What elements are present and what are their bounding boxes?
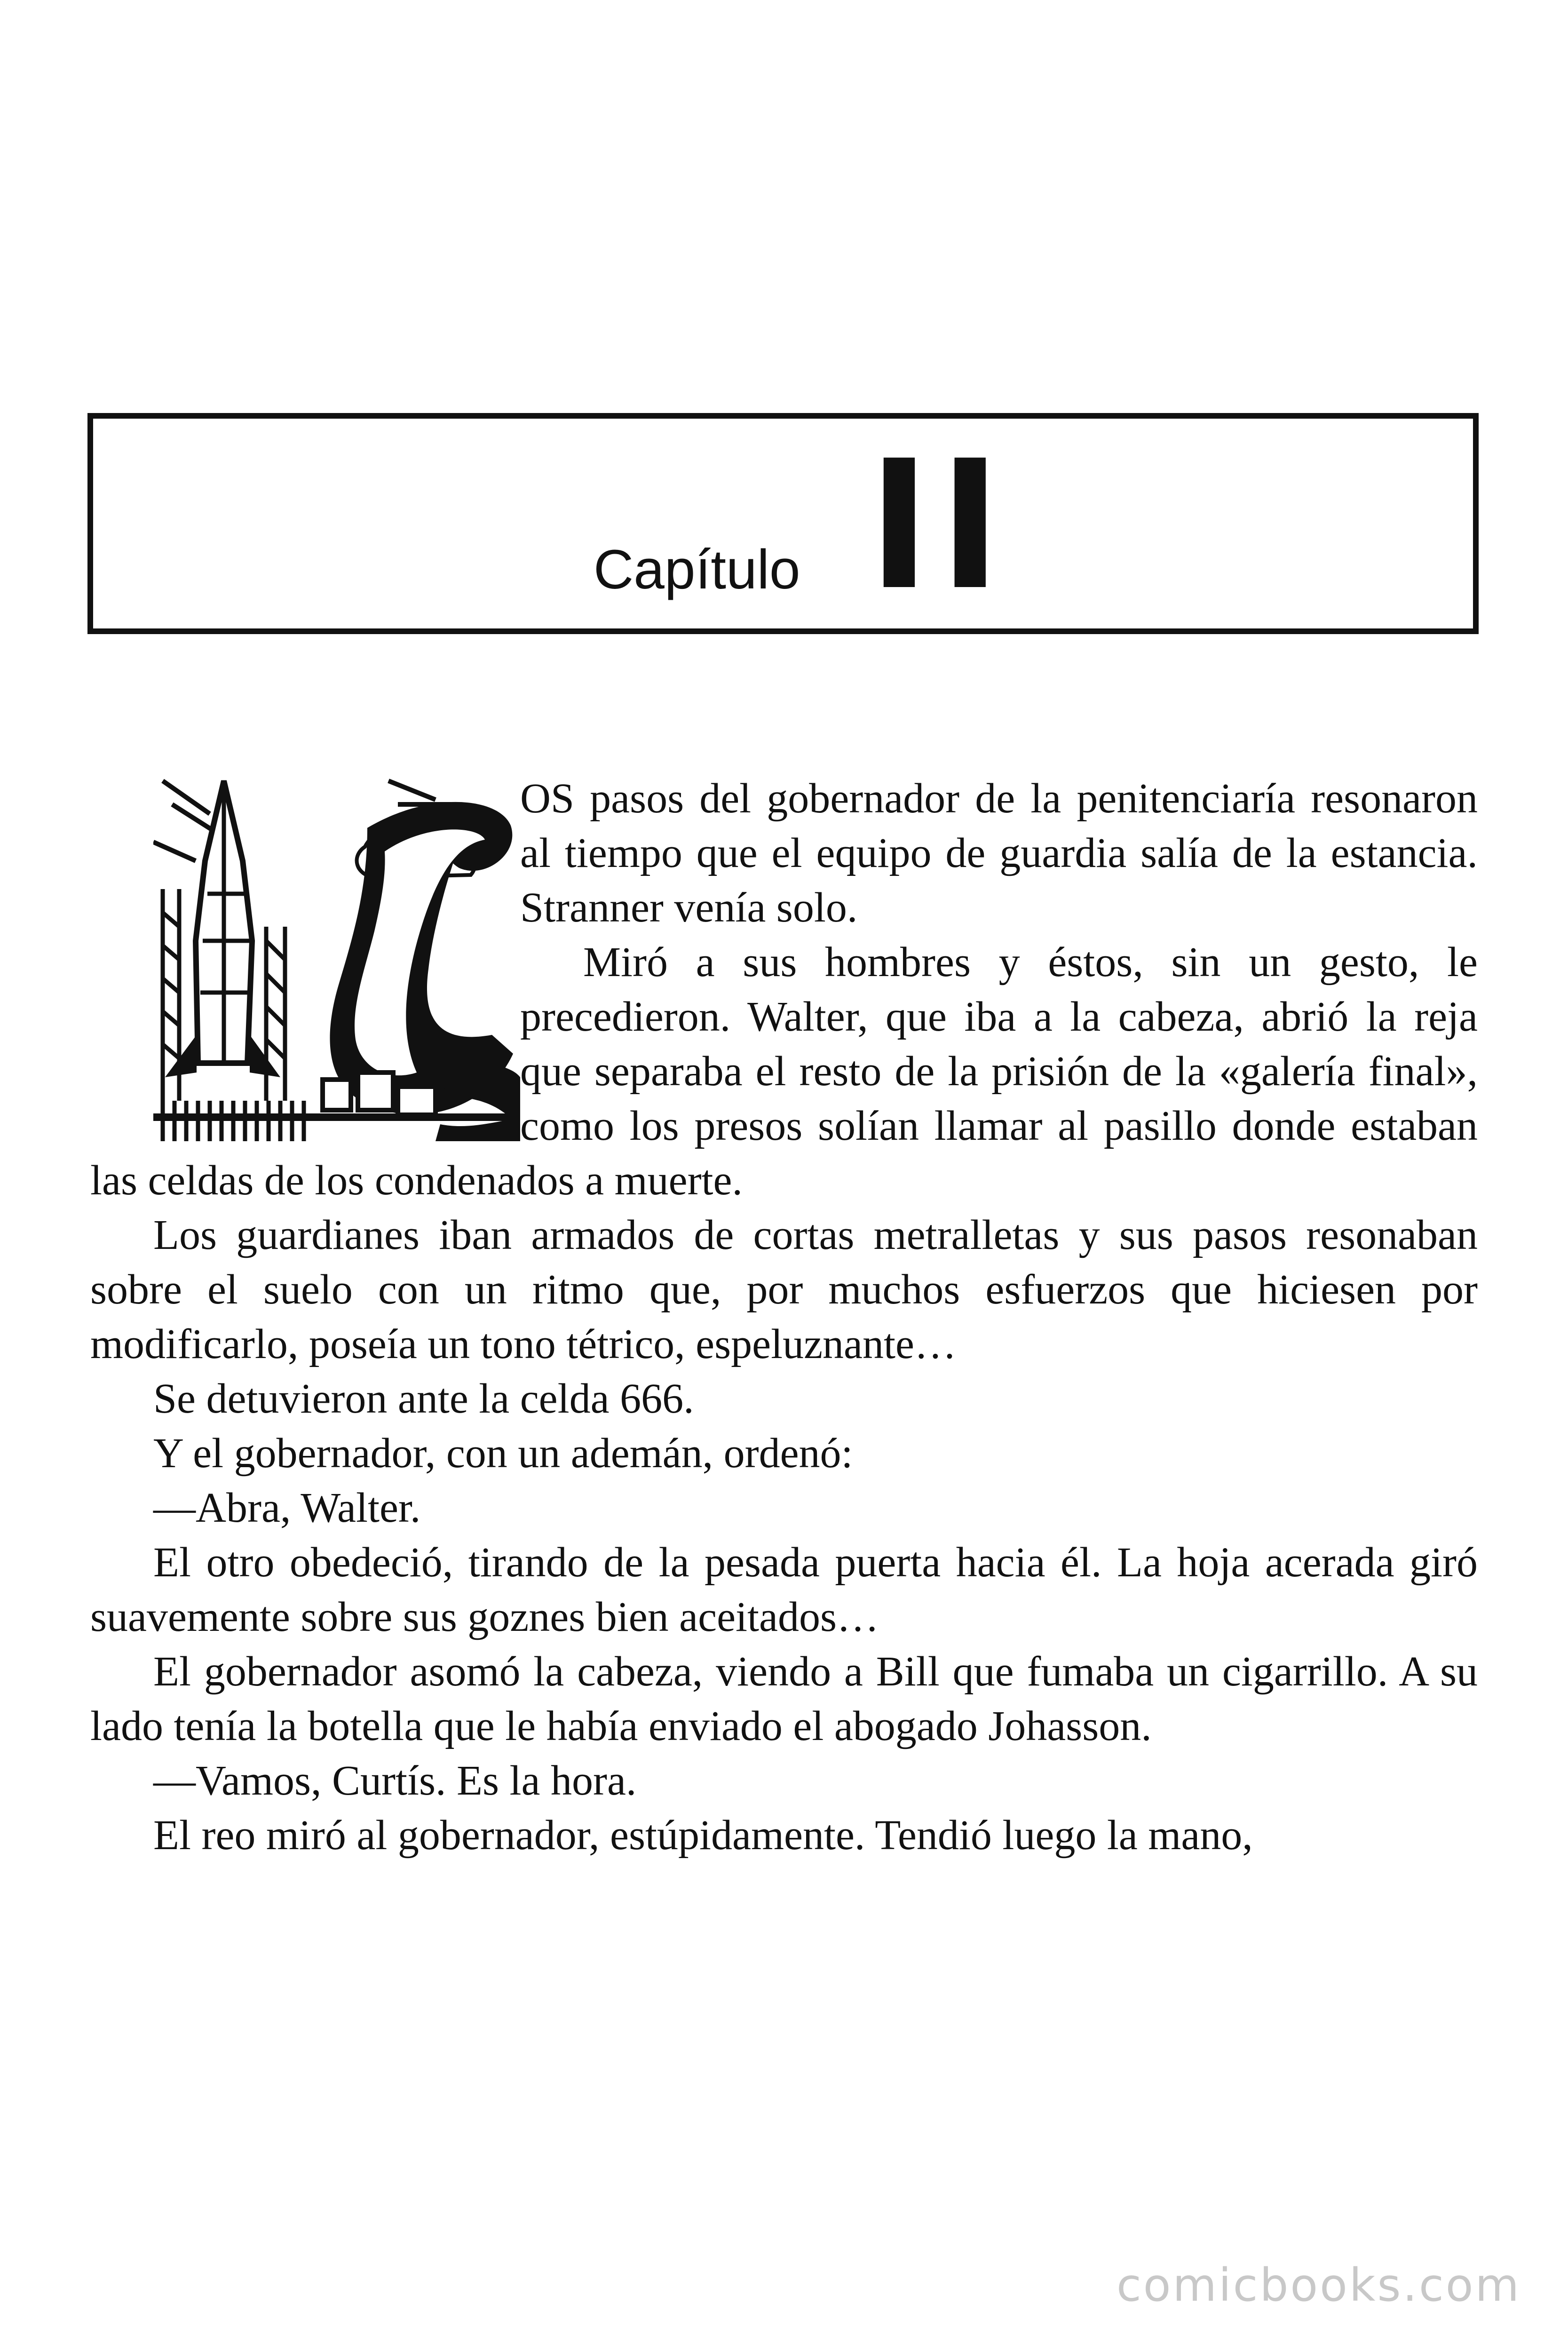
chapter-heading-box bbox=[87, 413, 1479, 634]
paragraph: —Vamos, Curtís. Es la hora. bbox=[153, 1757, 637, 1804]
paragraph: Y el gobernador, con un ademán, ordenó: bbox=[153, 1430, 853, 1477]
paragraph: El reo miró al gobernador, estúpidamente. Tendió luego la mano, bbox=[153, 1812, 1253, 1859]
paragraph: El otro obedeció, tirando de la pesada puerta hacia él. La hoja acerada giró suavemente sobre sus goznes bien aceitados… bbox=[90, 1539, 1478, 1640]
paragraph: El gobernador asomó la cabeza, viendo a Bill que fumaba un cigarrillo. A su lado tenía la botella que le había enviado el abogado Johasson. bbox=[90, 1648, 1478, 1749]
chapter-label: Capítulo bbox=[594, 539, 800, 601]
paragraph: —Abra, Walter. bbox=[153, 1485, 421, 1531]
chapter-body bbox=[90, 771, 1478, 1863]
paragraph: Miró a sus hombres y éstos, sin un gesto, le precedieron. Walter, que iba a la cabeza, abrió la reja que separaba el resto de la prisión de la «galería final», como los presos solían llamar al pasillo donde estaban las celdas de los condenados a muerte. bbox=[90, 939, 1478, 1204]
paragraph: Se detuvieron ante la celda 666. bbox=[153, 1375, 694, 1422]
paragraph: Los guardianes iban armados de cortas metralletas y sus pasos resonaban sobre el suelo con un ritmo que, por muchos esfuerzos que hiciesen por modificarlo, poseía un tono tétrico, espeluznante… bbox=[90, 1212, 1478, 1367]
chapter-numeral: II bbox=[869, 417, 1011, 627]
illustrated-drop-cap-icon bbox=[153, 771, 520, 1141]
paragraph: OS pasos del gobernador de la penitenciaría resonaron al tiempo que el equipo de guardia salía de la estancia. Stranner venía solo. bbox=[520, 775, 1478, 931]
watermark-text: comicbooks.com bbox=[1116, 2259, 1521, 2312]
